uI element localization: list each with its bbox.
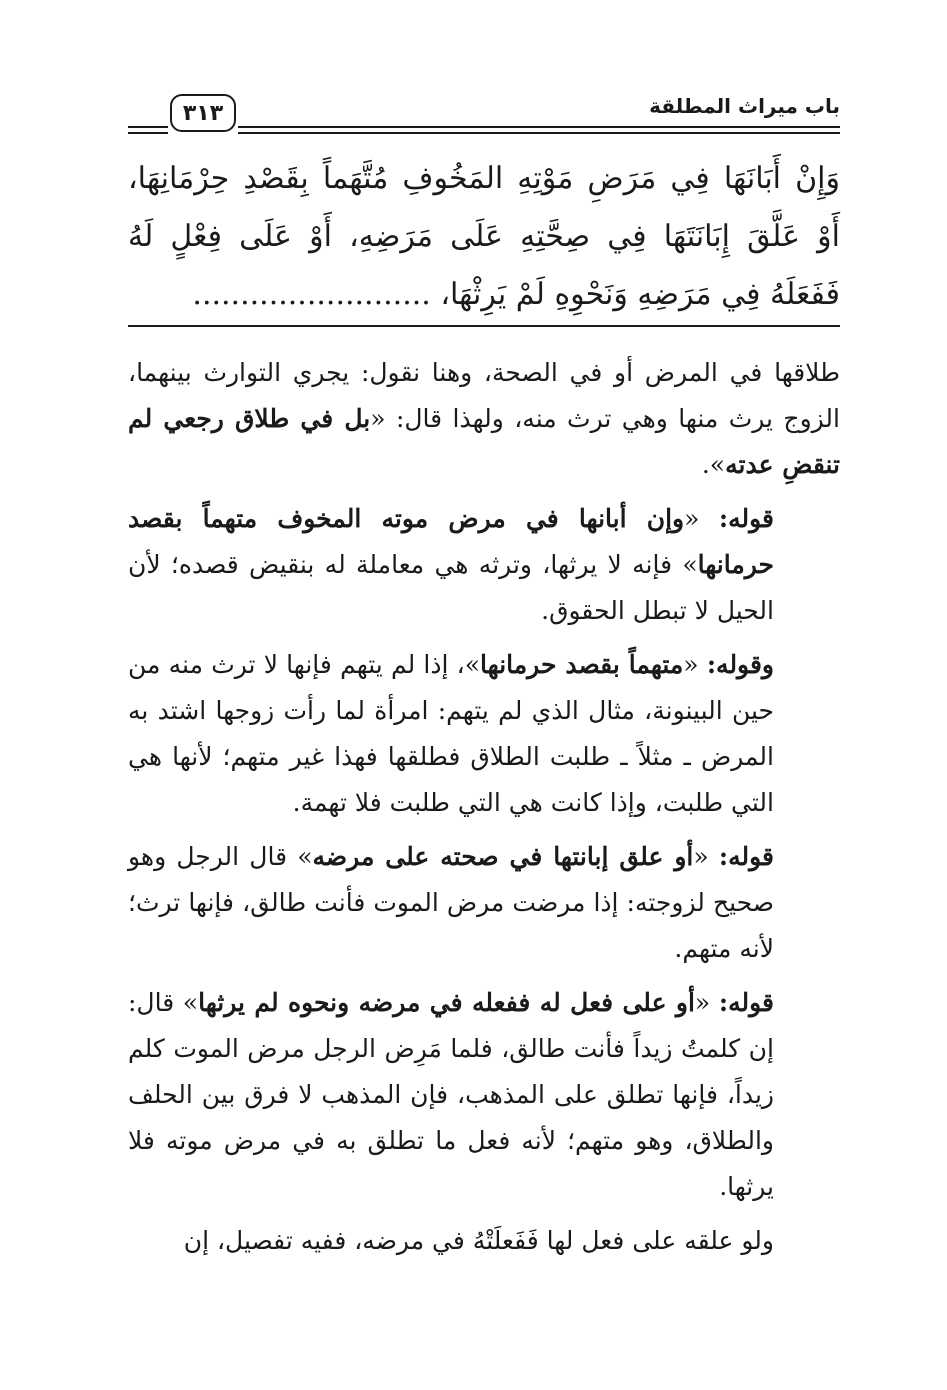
paragraph-text: « [694, 988, 719, 1017]
chapter-title: باب ميراث المطلقة [649, 94, 840, 118]
quoted-matn: أو علق إبانتها في صحته على مرضه [312, 842, 694, 871]
paragraph-text: « [683, 650, 707, 679]
matn-line-text: فَفَعَلَهُ فِي مَرَضِهِ وَنَحْوِهِ لَمْ يَرِثْهَا، [440, 277, 840, 312]
matn-text [128, 150, 840, 324]
header-rule [238, 126, 840, 134]
quote-label: قوله: [718, 988, 774, 1017]
matn-line [128, 266, 840, 324]
paragraph-text: طلاقها في المرض أو في الصحة، وهنا نقول: يجري التوارث بينهما، الزوج يرث منها وهي ترث منه، ولهذا قال: « [128, 358, 840, 433]
paragraph [128, 496, 840, 634]
section-divider [128, 325, 840, 327]
paragraph-text: »، إذا لم يتهم فإنها لا ترث منه من حين البينونة، مثال الذي لم يتهم: امرأة لما رأت زوجها اشتد به المرض ـ مثلاً ـ طلبت الطلاق فطلقها فهذا غير متهم؛ لأنها هي التي طلبت، وإذا كانت هي التي طلبت فلا تهمة. [128, 650, 774, 817]
quoted-matn: متهماً بقصد حرمانها [480, 650, 684, 679]
matn-line: أَوْ عَلَّقَ إِبَانَتَهَا فِي صِحَّتِهِ عَلَى مَرَضِهِ، أَوْ عَلَى فِعْلٍ لَهُ [128, 219, 840, 254]
ellipsis-dots: ......................... [192, 277, 431, 312]
quoted-matn: أو على فعل له ففعله في مرضه ونحوه لم يرثها [198, 988, 695, 1017]
quoted-matn: بل في طلاق رجعي لم تنقضِ عدته [128, 404, 840, 479]
paragraph-text: ». [701, 450, 726, 479]
paragraph [128, 350, 840, 488]
paragraph [128, 642, 840, 826]
quote-label: قوله: [718, 504, 774, 533]
paragraph-text: » قال الرجل وهو صحيح لزوجته: إذا مرضت مرض الموت فأنت طالق، فإنها ترث؛ لأنه متهم. [128, 842, 774, 963]
quote-label: وقوله: [706, 650, 774, 679]
matn-line: وَإِنْ أَبَانَهَا فِي مَرَضِ مَوْتِهِ المَخُوفِ مُتَّهَماً بِقَصْدِ حِرْمَانِهَا، [128, 161, 840, 196]
paragraph [128, 980, 840, 1210]
paragraph-text: « [693, 842, 719, 871]
quote-label: قوله: [718, 842, 774, 871]
commentary [128, 350, 840, 1272]
paragraph [128, 834, 840, 972]
quoted-matn: وإن أبانها في مرض موته المخوف متهماً بقصد حرمانها [128, 504, 774, 579]
header-rule-short [128, 126, 168, 134]
paragraph-text: « [684, 504, 719, 533]
paragraph-text: ولو علقه على فعل لها فَفَعلَتْهُ في مرضه، ففيه تفصيل، إن [183, 1226, 774, 1255]
page-header [128, 88, 840, 140]
paragraph [128, 1218, 840, 1264]
page-number: ٣١٣ [170, 94, 236, 132]
paragraph-text: » فإنه لا يرثها، وترثه هي معاملة له بنقيض قصده؛ لأن الحيل لا تبطل الحقوق. [128, 550, 774, 625]
paragraph-text: » قال: إن كلمتُ زيداً فأنت طالق، فلما مَرِض الرجل مرض الموت كلم زيداً، فإنها تطلق على المذهب، فإن المذهب لا فرق بين الحلف والطلاق، وهو متهم؛ لأنه فعل ما تطلق به في مرض موته فلا يرثها. [128, 988, 774, 1201]
